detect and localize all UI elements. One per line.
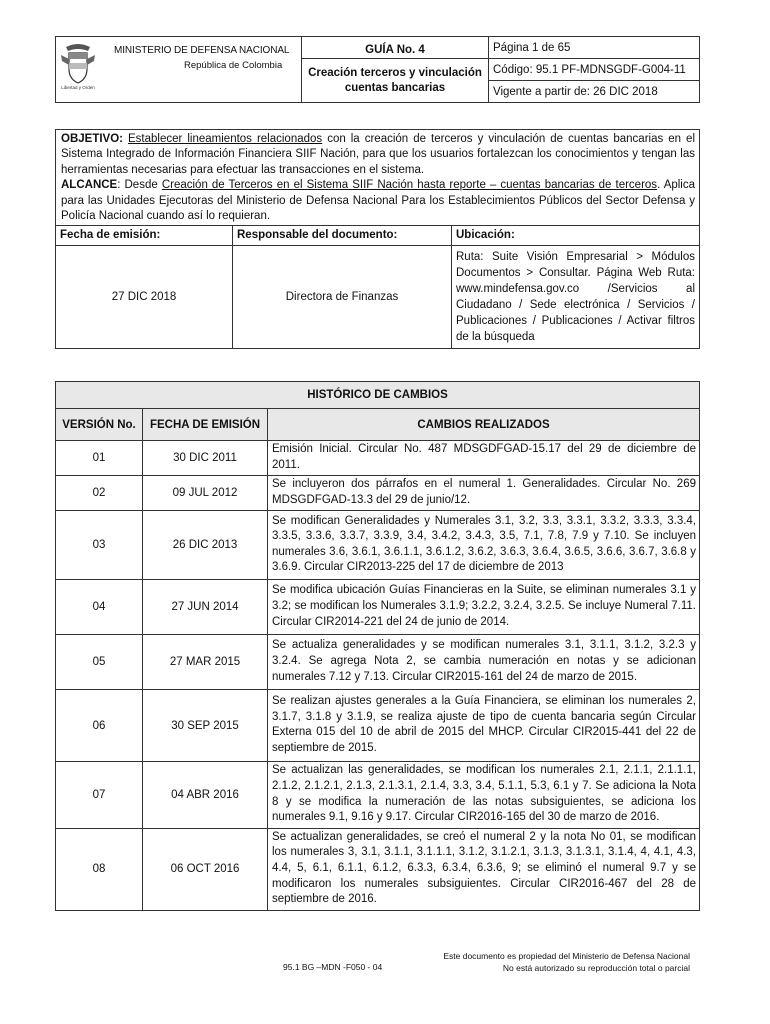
scope-label: ALCANCE xyxy=(61,179,118,192)
location-header: Ubicación: xyxy=(452,226,700,246)
version-cell: 06 xyxy=(56,690,143,762)
date-cell: 27 MAR 2015 xyxy=(143,635,268,690)
ownership-line-2: No está autorizado su reproducción total o parcial xyxy=(502,963,690,973)
changes-cell: Se modifican Generalidades y Numerales 3.1, 3.2, 3.3, 3.3.1, 3.3.2, 3.3.3, 3.3.4, 3.3.5, 3.3.6, 3.3.7, 3.3.9, 3.4, 3.4.2, 3.4.3, 3.5, 7.1, 7.8, 7.9 y 7.10. Se incluyen numerales 3.6, 3.6.1, 3.6.1.1, 3.6.1.2, 3.6.2, 3.6.3, 3.6.4, 3.6.5, 3.6.6, 3.6.7, 3.6.8 y 3.6.9. Circular CIR2013-225 del 17 de diciembre de 2013 xyxy=(268,511,700,580)
coat-of-arms-icon xyxy=(58,41,98,91)
version-cell: 08 xyxy=(56,828,143,910)
guide-title: Creación terceros y vinculación cuentas bancarias xyxy=(302,59,489,103)
document-owner: Directora de Finanzas xyxy=(233,246,452,349)
table-row xyxy=(56,690,700,762)
version-cell: 07 xyxy=(56,762,143,828)
table-row xyxy=(56,828,700,910)
objective-table xyxy=(55,129,700,349)
republic-name: República de Colombia xyxy=(184,60,283,71)
changes-column-header: CAMBIOS REALIZADOS xyxy=(268,409,700,441)
version-cell: 03 xyxy=(56,511,143,580)
table-row xyxy=(56,511,700,580)
ownership-line-1: Este documento es propiedad del Ministerio de Defensa Nacional xyxy=(443,951,690,961)
date-cell: 06 OCT 2016 xyxy=(143,828,268,910)
scope-link: Creación de Terceros en el Sistema SIIF Nación hasta reporte – cuentas bancarias de terceros xyxy=(161,179,658,192)
ownership-notice xyxy=(380,950,690,974)
document-header xyxy=(55,36,700,103)
objective-text xyxy=(56,130,700,226)
date-cell: 09 JUL 2012 xyxy=(143,476,268,511)
changes-cell: Se incluyeron dos párrafos en el numeral 1. Generalidades. Circular No. 269 MDSGDFGAD-13.3 del 29 de junio/12. xyxy=(268,476,700,511)
svg-text:Libertad y Orden: Libertad y Orden xyxy=(61,85,95,90)
date-cell: 04 ABR 2016 xyxy=(143,762,268,828)
table-row xyxy=(56,635,700,690)
objective-link: Establecer lineamientos relacionados xyxy=(128,133,323,145)
changes-cell: Se realizan ajustes generales a la Guía Financiera, se eliminan los numerales 2, 3.1.7, 3.1.8 y 3.1.9, se realiza ajuste de tipo de cuenta bancaria según Circular Externa 015 del 10 de abril de 2015 del MHCP. Circular CIR2015-441 del 22 de septiembre de 2015. xyxy=(268,690,700,762)
table-row xyxy=(56,476,700,511)
date-column-header: FECHA DE EMISIÓN xyxy=(143,409,268,441)
changes-cell: Se actualiza generalidades y se modifican numerales 3.1, 3.1.1, 3.1.2, 3.2.3 y 3.2.4. Se agrega Nota 2, se cambia numeración en notas y se adicionan numerales 7.12 y 7.13. Circular CIR2015-161 del 24 de marzo de 2015. xyxy=(268,635,700,690)
date-cell: 30 SEP 2015 xyxy=(143,690,268,762)
table-row xyxy=(56,441,700,476)
form-code: 95.1 BG –MDN -F050 - 04 xyxy=(283,962,383,972)
date-cell: 30 DIC 2011 xyxy=(143,441,268,476)
changes-cell: Se actualizan las generalidades, se modifican los numerales 2.1, 2.1.1, 2.1.1.1, 2.1.2, 2.1.2.1, 2.1.3, 2.1.3.1, 2.1.4, 3.3, 3.4, 5.1.1, 5.3, 6.1 y 7. Se adiciona la Nota 8 y se modifica la numeración de las notas subsiguientes, se adiciona los numerales 9.1, 9.16 y 9.17. Circular CIR2016-165 del 30 de marzo de 2016. xyxy=(268,762,700,828)
document-location: Ruta: Suite Visión Empresarial > Módulos Documentos > Consultar. Página Web Ruta: www.mindefensa.gov.co /Servicios al Ciudadano / Sede electrónica / Servicios / Publicaciones / Publicaciones / Activar filtros de la búsqueda xyxy=(452,246,700,349)
version-cell: 02 xyxy=(56,476,143,511)
history-title: HISTÓRICO DE CAMBIOS xyxy=(56,382,700,409)
table-row xyxy=(56,580,700,635)
date-cell: 26 DIC 2013 xyxy=(143,511,268,580)
changes-cell: Emisión Inicial. Circular No. 487 MDSGDFGAD-15.17 del 29 de diciembre de 2011. xyxy=(268,441,700,476)
objective-body: con la creación de terceros y vinculación de cuentas bancarias en el Sistema Integrado de Información Financiera SIIF Nación, para que los usuarios fortalezcan los conocimientos y tengan las herramientas necesarias para efectuar las transacciones en el sistema. xyxy=(61,133,696,176)
owner-header: Responsable del documento: xyxy=(233,226,452,246)
guide-number: GUÍA No. 4 xyxy=(302,37,489,59)
date-cell: 27 JUN 2014 xyxy=(143,580,268,635)
version-cell: 01 xyxy=(56,441,143,476)
changes-cell: Se modifica ubicación Guías Financieras en la Suite, se eliminan numerales 3.1 y 3.2; se modifican los Numerales 3.1.9; 3.2.2, 3.2.4, 3.2.5. Se incluye Numeral 7.11. Circular CIR2014-221 del 24 de junio de 2014. xyxy=(268,580,700,635)
document-code: Código: 95.1 PF-MDNSGDF-G004-11 xyxy=(489,59,700,81)
changes-cell: Se actualizan generalidades, se creó el numeral 2 y la nota No 01, se modifican los numerales 3, 3.1, 3.1.1, 3.1.1.1, 3.1.2, 3.1.2.1, 3.1.3, 3.1.3.1, 3.1.4, 4, 4.1, 4.3, 4.4, 5, 6.1, 6.1.1, 6.1.2, 6.3.3, 6.3.4, 6.3.6, 9; se eliminó el numeral 9.7 y se modificaron los numerales subsiguientes. Circular CIR2016-467 del 28 de septiembre de 2016. xyxy=(268,828,700,910)
scope-body: . Aplica para las Unidades Ejecutoras del Ministerio de Defensa Nacional Para los Establecimientos Públicos del Sector Defensa y Policía Nacional cuando así lo requieran. xyxy=(61,179,696,223)
table-row xyxy=(56,762,700,828)
version-cell: 05 xyxy=(56,635,143,690)
ministry-name: MINISTERIO DE DEFENSA NACIONAL xyxy=(114,45,290,56)
version-cell: 04 xyxy=(56,580,143,635)
ministry-cell xyxy=(56,37,302,103)
change-history-table xyxy=(55,381,700,911)
objective-label: OBJETIVO: xyxy=(61,133,123,145)
valid-from: Vigente a partir de: 26 DIC 2018 xyxy=(489,81,700,103)
scope-prefix: : Desde xyxy=(117,179,162,192)
version-column-header: VERSIÓN No. xyxy=(56,409,143,441)
issue-date-header: Fecha de emisión: xyxy=(56,226,233,246)
issue-date: 27 DIC 2018 xyxy=(56,246,233,349)
page-number: Página 1 de 65 xyxy=(489,37,700,59)
